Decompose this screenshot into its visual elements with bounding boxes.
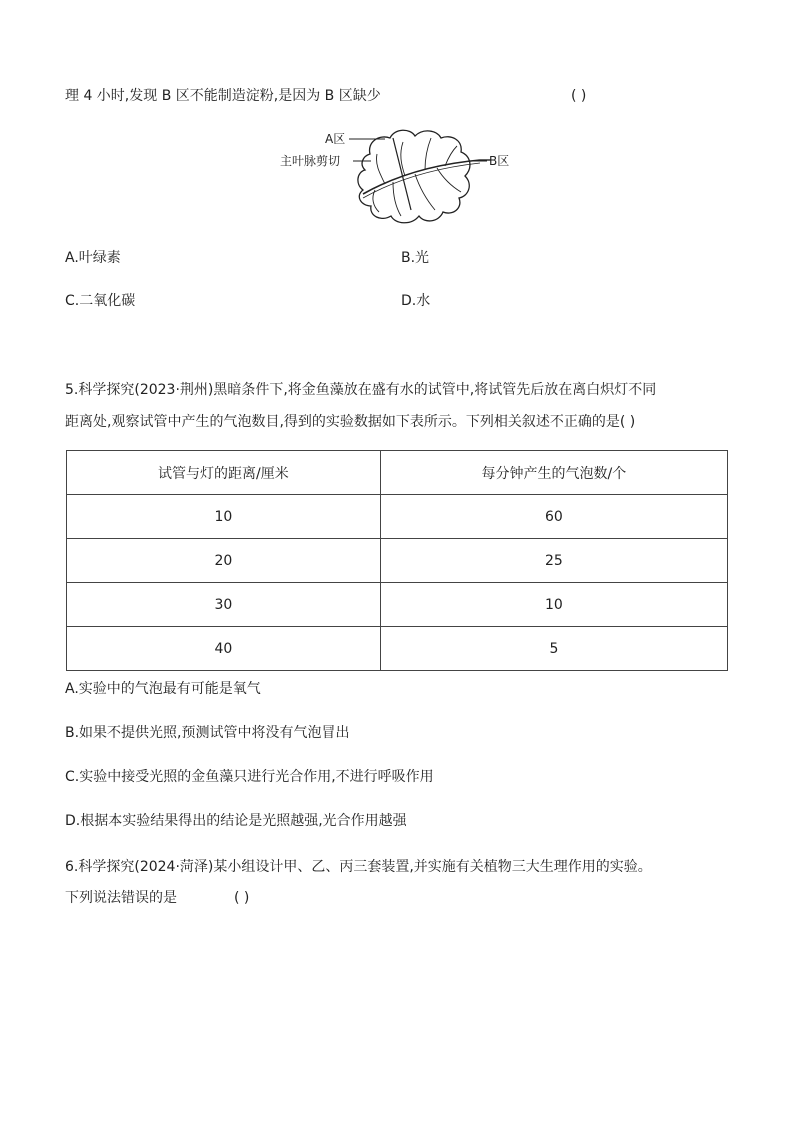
vein: [373, 190, 379, 212]
table-cell: 5: [380, 627, 727, 671]
q4-option-d[interactable]: D.水: [401, 293, 431, 309]
q5-option-c[interactable]: C.实验中接受光照的金鱼藻只进行光合作用,不进行呼吸作用: [65, 769, 434, 785]
label-midrib-cut: 主叶脉剪切: [280, 154, 341, 168]
table-cell: 40: [67, 627, 381, 671]
q5-option-d[interactable]: D.根据本实验结果得出的结论是光照越强,光合作用越强: [65, 813, 407, 829]
q6-stem-line2: 下列说法错误的是: [65, 890, 177, 906]
table-cell: 30: [67, 583, 381, 627]
vein: [376, 154, 385, 184]
q5-stem-line1: 5.科学探究(2023·荆州)黑暗条件下,将金鱼藻放在盛有水的试管中,将试管先后放在离白炽灯不同: [65, 382, 657, 398]
vein: [437, 168, 461, 192]
q5-option-a[interactable]: A.实验中的气泡最有可能是氧气: [65, 681, 261, 697]
q6-answer-paren: ( ): [234, 890, 250, 906]
table-header-row: [67, 451, 728, 495]
vein: [415, 174, 435, 210]
table-header-bubbles: 每分钟产生的气泡数/个: [380, 451, 727, 495]
q5-option-b[interactable]: B.如果不提供光照,预测试管中将没有气泡冒出: [65, 725, 350, 741]
table-header-distance: 试管与灯的距离/厘米: [67, 451, 381, 495]
experiment-table: [66, 450, 728, 671]
q5-stem-line2: 距离处,观察试管中产生的气泡数目,得到的实验数据如下表所示。下列相关叙述不正确的是( ): [65, 414, 636, 430]
q4-stem: 理 4 小时,发现 B 区不能制造淀粉,是因为 B 区缺少: [65, 88, 381, 104]
q4-option-b[interactable]: B.光: [401, 250, 430, 266]
label-b-zone: B区: [489, 154, 510, 168]
table-cell: 60: [380, 495, 727, 539]
table-cell: 20: [67, 539, 381, 583]
table-row: [67, 583, 728, 627]
table-row: [67, 627, 728, 671]
table-cell: 10: [380, 583, 727, 627]
table-cell: 25: [380, 539, 727, 583]
leaf-diagram: [275, 124, 525, 232]
leaf-figure: [275, 124, 525, 232]
leaf-midrib-edge: [363, 163, 480, 198]
vein: [425, 138, 431, 170]
table-row: [67, 495, 728, 539]
q6-stem-line1: 6.科学探究(2024·菏泽)某小组设计甲、乙、丙三套装置,并实施有关植物三大生理作用的实验。: [65, 859, 652, 875]
table-row: [67, 539, 728, 583]
q4-option-c[interactable]: C.二氧化碳: [65, 293, 136, 309]
table-cell: 10: [67, 495, 381, 539]
q4-answer-paren: ( ): [571, 88, 587, 104]
vein: [393, 182, 401, 216]
q4-option-a[interactable]: A.叶绿素: [65, 250, 121, 266]
label-a-zone: A区: [325, 132, 346, 146]
